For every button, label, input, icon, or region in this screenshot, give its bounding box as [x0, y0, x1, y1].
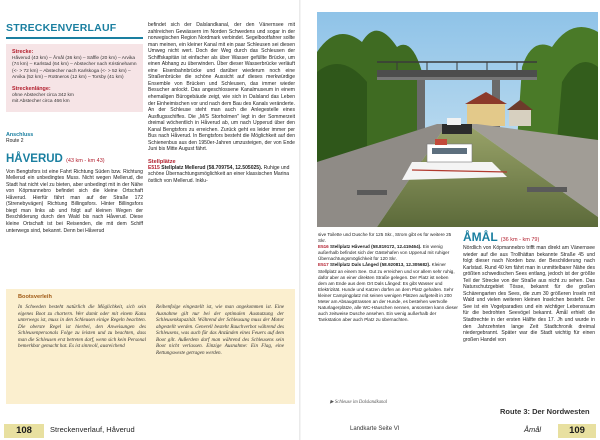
amal-km: (36 km - km 79): [500, 237, 540, 243]
page-number-left: 108: [4, 424, 44, 438]
tip-column-1: In Schweden besteht natürlich die Möglichkeit, sich sein eigenes Boot zu chartern. Wer damit oder mit einem Kanu unterwegs ist, muss in den Schleusen einige Regeln beachten. Die oberste Regel ist hierbei, den Anweisungen des Schleusenpersonals Folge zu leisten und zu beachten, dass man die Schleusen erst betreten darf, wenn sich kein Personal bemerkbar gemacht hat. Es ist sinnvoll, ausreichend: [18, 304, 146, 349]
map-reference: Landkarte Seite VI: [350, 426, 400, 432]
e516-name: Stellplatz Håverud (58.819172, 12.419464).: [330, 244, 422, 250]
anschluss-label: Anschluss: [6, 131, 34, 138]
stellplatz-name: Stellplatz Mellerud (58.709754, 12.505025).: [161, 164, 263, 171]
amal-heading: [463, 230, 539, 244]
photo-caption: [330, 400, 387, 405]
caption-text: Schleuse im Dalslandkanal: [334, 400, 388, 405]
amal-paragraph: Nördlich von Köpmannebro trifft man direkt am Vänernsee wieder auf die aus Trollhättan bekannte Straße 45 und folgt dieser nach Norden bzw. der Beschilderung nach Karlstad. Rund 40 km fährt man in unmittelbarer Nähe des größten schwedischen Sees entlang, jedoch ist der größte Teil der Strecke von der Straße aus nicht zu sehen. Das Naturschutzgebiet Tösse, bekannt für die großen Schärengarten des Sees, die zum 30 größeren Inseln mit Wald und vielen weiteren kleinen Inselchen besteht. Der See ist ein Vogelparadies und ein wichtiger Lebensraum für die bedrohten Seevögel bekannt. Åmål erhielt die Stadtrechte in der ersten Hälfte des 17. Jh und wurde in den Jahrzehnten lange Zeit Stadtchronik dreimal niedergebrannt. Später war die Stadt wichtig für einen großen Handel von: [463, 245, 595, 343]
e517-name: Stellplatz Dals Långed (58.920813, 12.305682).: [330, 262, 431, 268]
haverud-heading: [6, 153, 143, 165]
e517-code: E517: [318, 262, 329, 268]
dalslandkanal-paragraph: befindet sich der Dalslandkanal, der den Vänernsee mit zahlreichen Gewässern im Norden Schwedens und sogar in der norwegischen Region Nordmark verbindet. Segelbootfahrer sollte man meinen, ein kleiner Kanal mit ein paar Schleusen sei diesen Umweg nicht wert. Doch der Weg durch das Schleusen der Schiffskapitän ist einfacher als über Wasser gefüllte Brücke, um einen Abhang zu überwinden. Über dieser Wasserbrücke verläuft eine Eisenbahnbrücke und darüber wiederum noch eine Straßenbrücke die schöne Aussicht auf dieses merkwürdige Ensemble von Brücken und Schleusen, das immer wieder Besucher anlockt. Das angeschlossene Kanalmuseum in einem ehemaligen Bürogebäude zeigt, wie sich in Dalsland das Leben der Einheimischen vor und nach dem Bau des Kanals veränderte. An der Schleuse steht man auch die Anlegestelle eines Ausflugsschiffes. Die „M/S Storholmen" legt in der Sommerzeit dreimal wöchentlich in Håverud ab, um nach Upperud über den Kanal Bengtsfors zu erreichen. Zurück geht es leider immer per Bus nach Håverud. In Bengtsfors besteht die Möglichkeit auf den Schienenbus aus den 1950er-Jahren umzusteigen, der von Ende Juni bis Mitte August fährt.: [148, 22, 296, 153]
canal-lock-photo: [317, 12, 598, 227]
title-rule: [6, 37, 143, 39]
haverud-paragraph: Von Bengtsfors ist eine Fahrt Richtung Süden bzw. Richtung Mellerud ein unbedingtes Muss. Nicht wegen Mellerud, die Stadt hat nicht viel zu bieten, aber unbedingt mit in der Nähe von Köpmannebro befindet sich die kleine Ortschaft Håverud. Hierfür fährt man auf der Straße 172 (Strenebyvägen) Richtung Billingsfors. Hinter Billingsfors biegt man links ab und folgt auf kleinen Wegen der Beschilderung durch den Wald bis nach Håverud. Diese kleine Ortschaft ist bei Reisenden, die mit dem Schiff unterwegs sind, bekannt. Denn bei Håverud: [6, 168, 143, 234]
page-number-right: 109: [558, 424, 596, 438]
haverud-km: (43 km - km 43): [66, 157, 105, 164]
stellplatz-intro: sive Toilette und Dusche für 125 Skr., Strom gibt es für weitere 25 Skr.: [318, 232, 452, 244]
stellplatz-haverud: [318, 244, 458, 262]
tip-heading: Bootsverleih: [18, 294, 52, 300]
laenge-label: Streckenlänge:: [12, 86, 51, 93]
stellplatz-dals-langed: [318, 262, 458, 323]
route-infobox: [6, 44, 143, 112]
e517-text: Kleiner Stellplatz an einem See. Gut zu erreichen und vor allem sehr ruhig, dafür aber an einer direkten Straße gelegen. Der Platz ist neben dem am Ende aus dem Ort Dals Långed: Es gibt Wasser und Elektrizität. Hunde und Katzen dürfen an dem Platz gehalten. Sehr kleiner Campingplatz mit seinen wenigen Plätzen aufgeteilt in 200 Meter am Absaugstrassen an der Hunde, es bestehen wertvolle Naturlagerplätze, alle WC-Häuschen nennen, ansonsten kann dieser auch zeitweise Dusche ansehen. Ein wenig außerhalb der Tankstation aber auch Platz zu übernachten.: [318, 262, 458, 323]
amal-column: [463, 245, 595, 343]
left-footer: [0, 424, 300, 438]
stellplatz-mellerud: [148, 165, 295, 185]
laenge-text: ohne Abstecher circa 342 km mit Abstecher circa 466 km: [12, 93, 74, 105]
tip-box: [6, 289, 295, 404]
stellplaetze-heading: Stellplätze: [148, 158, 176, 165]
e516-code: E516: [318, 244, 329, 250]
left-running-title: Streckenverlauf, Håverud: [50, 425, 135, 434]
stellplatz-code: E515: [148, 164, 160, 171]
right-page: [300, 0, 600, 440]
haverud-title: HÅVERUD: [6, 152, 63, 165]
amal-title: ÅMÅL: [463, 230, 498, 244]
e516-text: Ein wenig außerhalb befindet sich der Gästehafen von Upperud mit ruhiger Übernachtungsmöglichkeit für 120 Skr.: [318, 244, 450, 262]
anschluss-block: [6, 132, 143, 145]
tip-column-2: Reibenfolge eingestellt ist, wie man angekommen ist. Eine Ausnahme gilt nur bei der optimalen Ausnutzung der Schleusenkapazität. Während der Schleusung muss der Motor abgestellt werden. Generell besteht Rauchverbot während des Schleusens, was auch für das Anzünden eines Feuers auf dem Boot gilt. Außerdem darf man während des Schleusens sein Boot nicht verlassen. Einzige Ausnahme: Ein Flag, eine Rettungsweste getragen werden.: [156, 304, 284, 356]
strecke-text: Håverud (43 km) – Åmål (36 km) – Säffle (20 km) – Arvika (74 km) – Karlstad (64 km) – Abstecher nach Kristinehamn (<- > 72 km) – Abstecher nach Karlskoga (<- > 52 km) – Arvika (52 km) – Rottneros (12 km) – Torsby (41 km): [12, 56, 137, 80]
section-title: STRECKENVERLAUF: [6, 22, 117, 34]
strecke-label: Strecke:: [12, 49, 34, 55]
caption-marker: ▶: [330, 400, 335, 405]
route-label: Route 3: Der Nordwesten: [500, 407, 590, 416]
stellplatz-column: [318, 232, 458, 323]
right-footer: [300, 424, 600, 438]
text-column-2: [148, 22, 295, 185]
anschluss-text: Route 2: [6, 138, 24, 145]
running-title-right: Åmål: [524, 425, 542, 434]
stellplatz-text: Ruhige und schöne Übernachtungsmöglichkeit an einer klassischen Marina östlich von Mellerud. Inklu-: [148, 164, 290, 185]
